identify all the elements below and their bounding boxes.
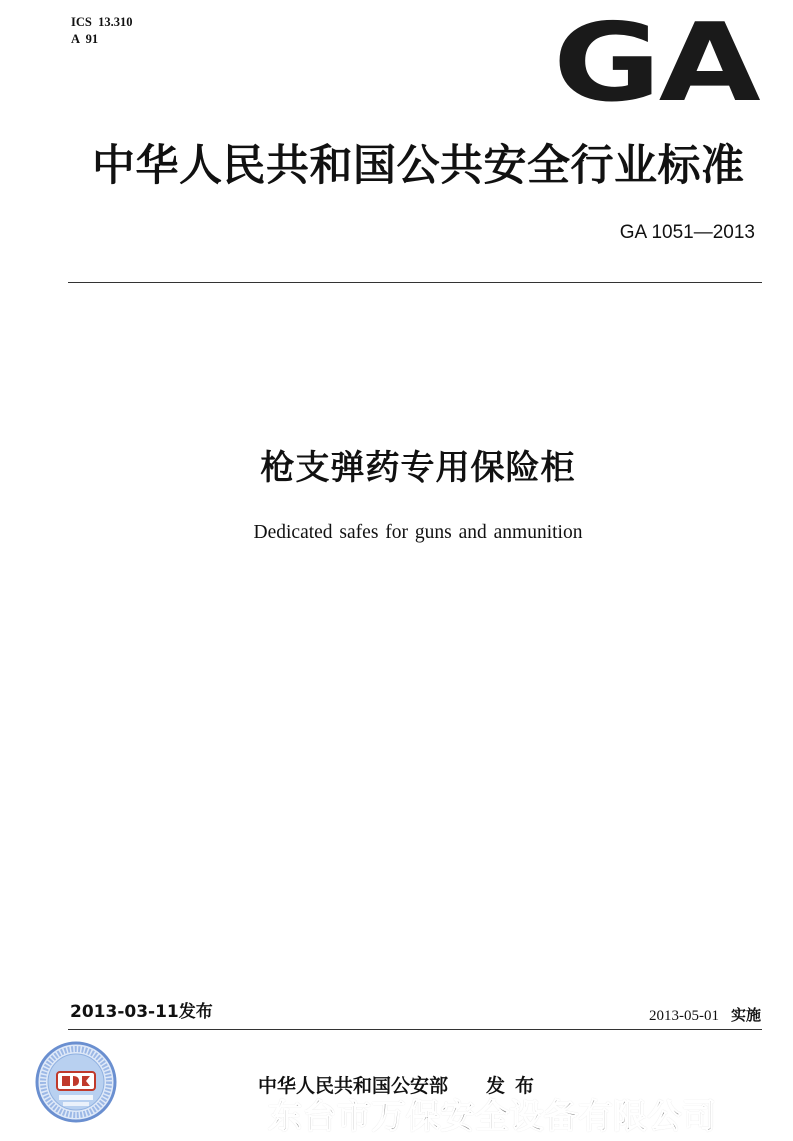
implementation-date [649,1005,761,1026]
footer-divider [68,1029,762,1030]
header-divider [68,282,762,283]
document-title-cn: 枪支弹药专用保险柜 [260,448,576,488]
publisher-name: 中华人民共和国公安部 [258,1075,449,1097]
document-title-en: Dedicated safes for guns and anmunition [253,522,583,543]
ics-code: ICS 13.310 [71,15,133,29]
seal-graphic [35,1041,117,1123]
issue-date: 2013-03-11发布 [70,1002,213,1022]
ga-logo: GA [553,1,759,126]
anti-counterfeit-seal [35,1041,117,1123]
implementation-date-value: 2013-05-01 [648,1008,719,1024]
publisher-action: 发布 [486,1075,545,1097]
standard-number: GA 1051—2013 [619,222,755,243]
company-watermark: 东台市万保安全设备有限公司 [268,1097,717,1137]
ccs-code: A 91 [71,32,99,46]
classification-codes [71,14,132,48]
standard-category-title: 中华人民共和国公共安全行业标准 [92,141,745,191]
implementation-label: 实施 [730,1006,761,1024]
